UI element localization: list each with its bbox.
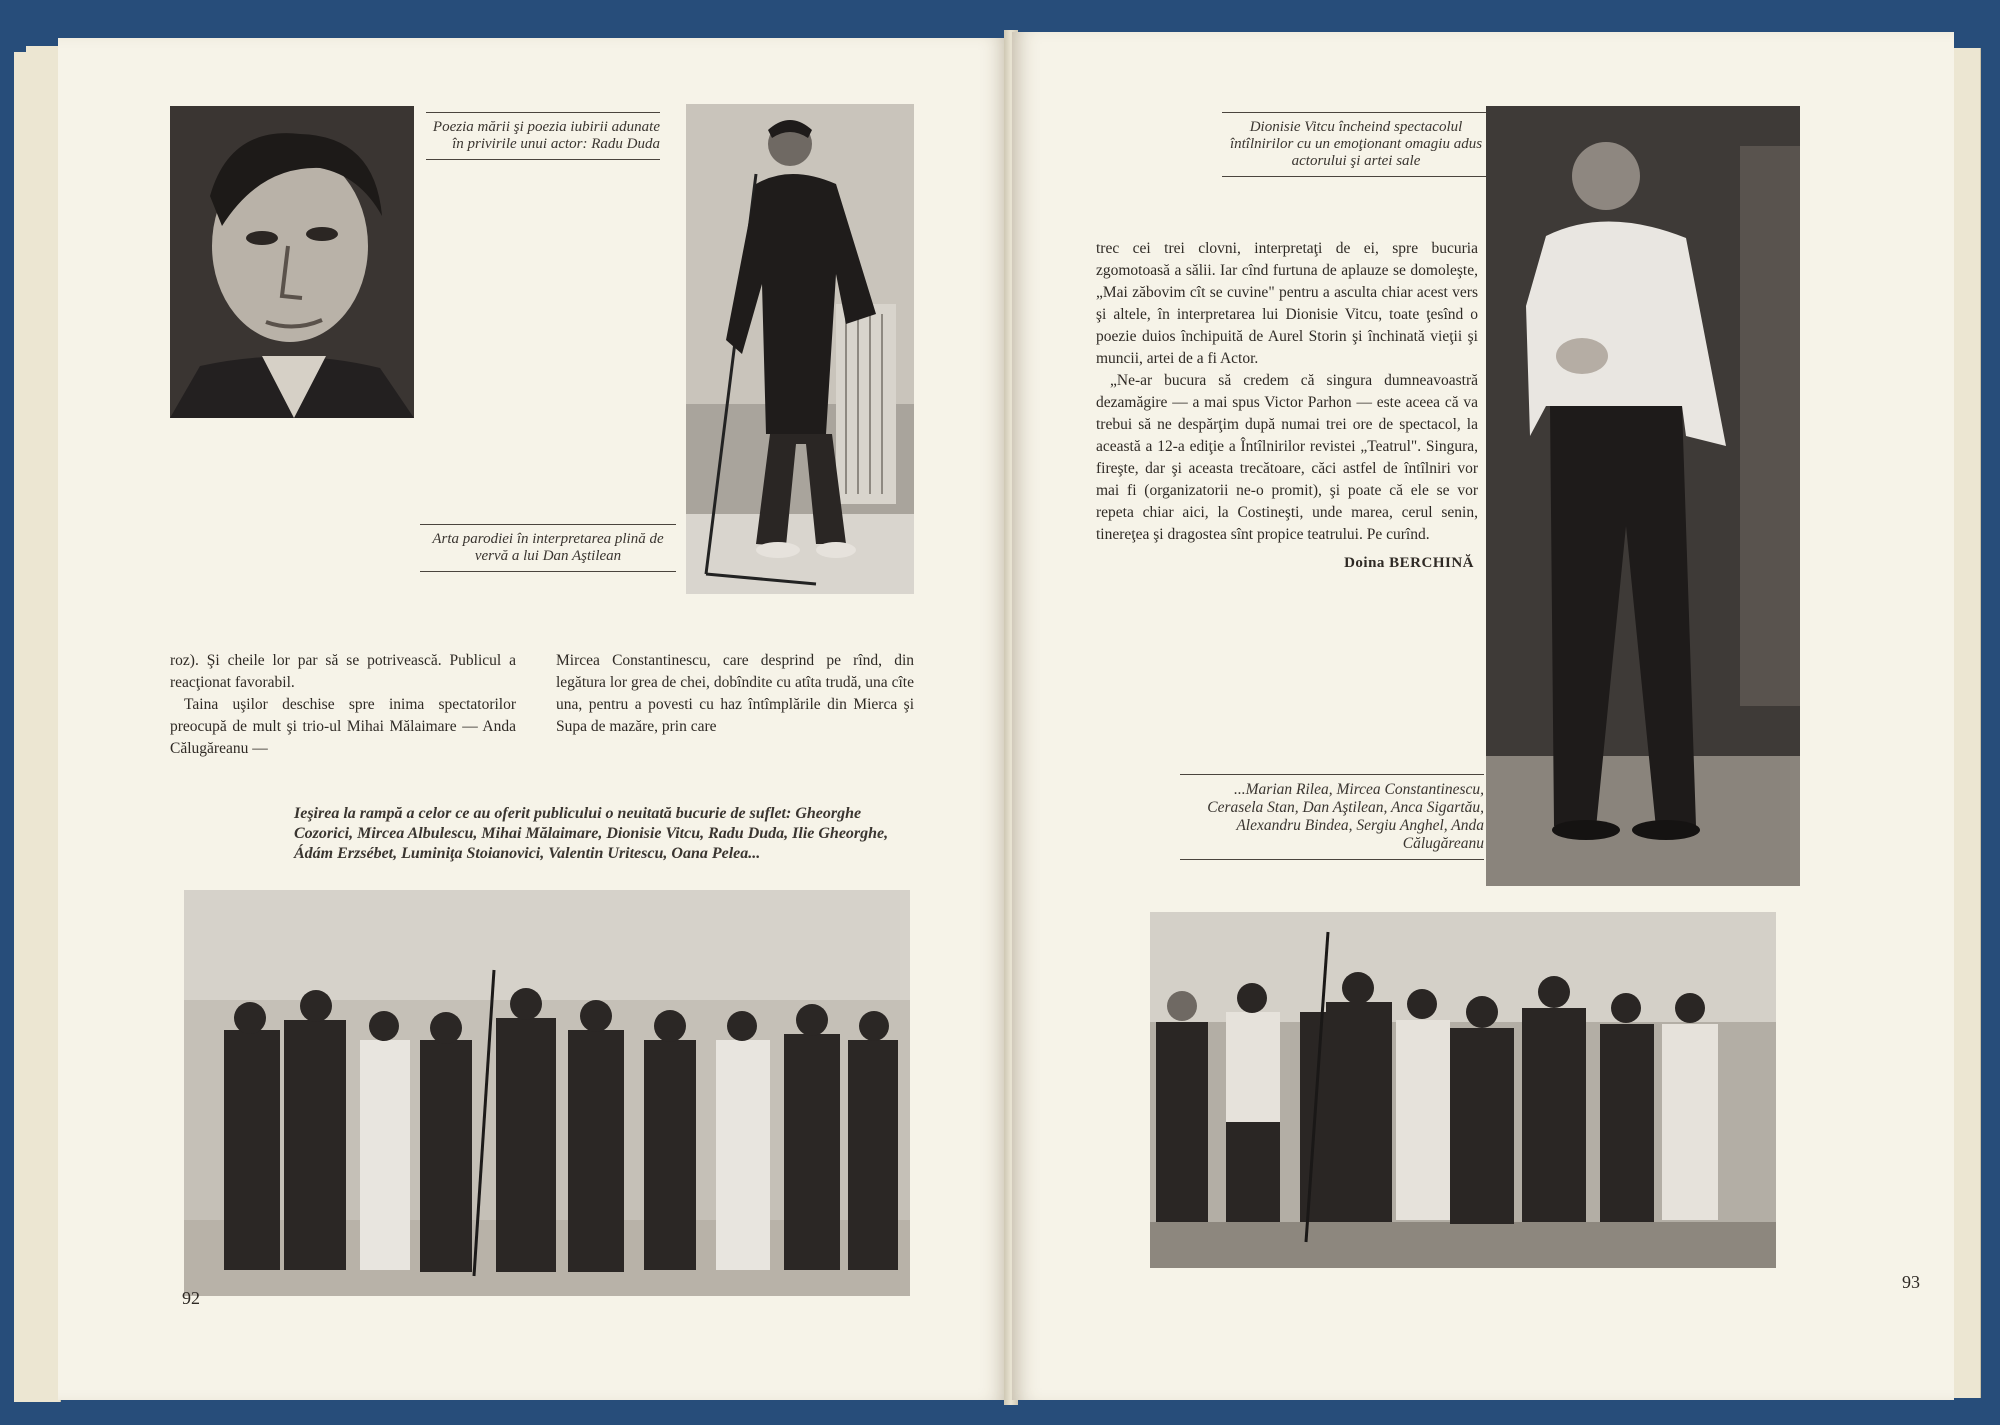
caption-radu-duda: Poezia mării şi poezia iubirii adunate în privirile unui actor: Radu Duda [426, 112, 660, 160]
caption-dionisie-vitcu: Dionisie Vitcu încheind spectacolul întîlnirilor cu un emoţionant omagiu adus actorului şi artei sale [1222, 112, 1490, 177]
photo-group-actors [1150, 912, 1776, 1268]
paragraph: roz). Şi cheile lor par să se potrivească. Publicul a reacţionat favorabil. [170, 652, 516, 691]
photo-dan-astilean [686, 104, 914, 594]
page-number-left: 92 [182, 1288, 200, 1308]
caption-names: ...Marian Rilea, Mircea Constantinescu, Cerasela Stan, Dan Aştilean, Anca Sigartău, Alexandru Bindea, Sergiu Anghel, Anda Călugăreanu [1180, 774, 1484, 860]
left-page [58, 38, 1008, 1400]
author-signature: Doina BERCHINĂ [1344, 555, 1474, 571]
paragraph: Mircea Constantinescu, care desprind pe rînd, din legătura lor grea de chei, dobîndite cu atîta trudă, una cîte una, pentru a povesti cu haz întîmplările din Mierca şi Supa de mazăre, prin care [556, 652, 914, 735]
left-text-column-1 [170, 650, 516, 760]
paragraph: Taina uşilor deschise spre inima spectatorilor preocupă de mult şi trio-ul Mihai Mălaimare — Anda Călugăreanu — [170, 696, 516, 757]
page-stack-right [1950, 48, 1981, 1398]
left-text-column-2 [556, 650, 914, 738]
right-text-column [1096, 238, 1478, 574]
right-page [1012, 32, 1954, 1400]
photo-radu-duda [170, 106, 414, 418]
paragraph: „Ne-ar bucura să credem că singura dumneavoastră dezamăgire — a mai spus Victor Parhon — este aceea că va trebui să ne despărţim după numai trei ore de spectacol, la această a 12-a ediţie a Întîlnirilor revistei „Teatrul". Singura, fireşte, dar şi aceasta trecătoare, căci astfel de întîlniri vor mai fi (organizatorii ne-o promit), şi poate că ele se vor repeta chiar aici, la Costineşti, unde marea, cerul senin, tinereţea şi dragostea sînt propice teatrului. Pe curînd. [1096, 372, 1478, 543]
caption-group-photo: Ieşirea la rampă a celor ce au oferit publicului o neuitată bucurie de suflet: Gheorghe Cozorici, Mircea Albulescu, Mihai Mălaimare, Dionisie Vitcu, Radu Duda, Ilie Gheorghe, Ádám Erzsébet, Luminiţa Stoianovici, Valentin Uritescu, Oana Pelea... [294, 805, 889, 862]
caption-dan-astilean: Arta parodiei în interpretarea plină de vervă a lui Dan Aştilean [420, 524, 676, 572]
page-stack-left-inner [26, 46, 61, 1402]
photo-dionisie-vitcu [1486, 106, 1800, 886]
paragraph: trec cei trei clovni, interpretaţi de ei, spre bucuria zgomotoasă a sălii. Iar cînd furtuna de aplauze se domoleşte, „Mai zăbovim cît se cuvine" pentru a asculta chiar acest vers şi altele, în interpretarea lui Dionisie Vitcu, toate ţesînd o poezie duios închipuită de Aurel Storin şi închinată vieţii şi muncii, artei de a fi Actor. [1096, 240, 1478, 367]
photo-group-curtain-call [184, 890, 910, 1296]
page-number-right: 93 [1902, 1272, 1920, 1292]
